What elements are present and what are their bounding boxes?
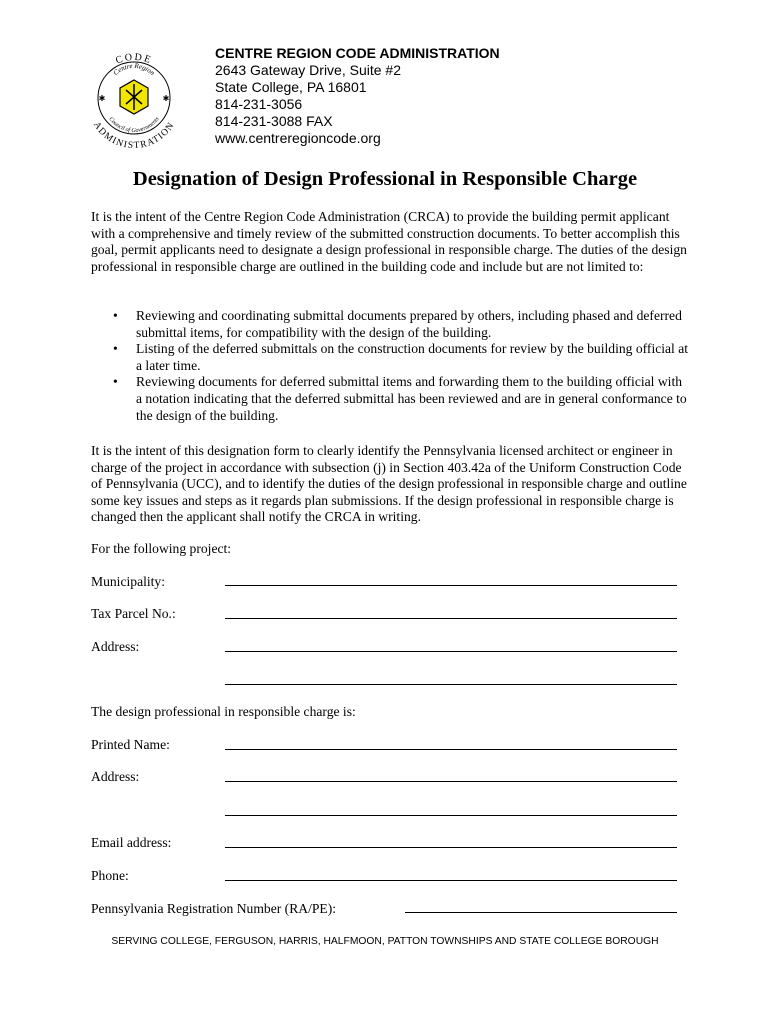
list-item-text: Listing of the deferred submittals on the construction documents for review by the building official at a later time. [136, 341, 689, 373]
phone-label: Phone: [91, 868, 129, 883]
phone-number: 814-231-3056 [215, 96, 303, 112]
list-item [91, 308, 691, 341]
professional-address-field-line-2[interactable] [225, 815, 677, 816]
professional-heading: The design professional in responsible charge is: [91, 704, 356, 719]
star-icon-right: ✱ [162, 94, 170, 103]
list-item-text: Reviewing documents for deferred submittal items and forwarding them to the building official with a notation indicating that the deferred submittal has been reviewed and are in general conformance to the design of the building. [136, 374, 687, 423]
logo-council-text: Council of Governments [107, 116, 161, 135]
header-contact-block [215, 45, 500, 147]
org-name: CENTRE REGION CODE ADMINISTRATION [215, 45, 500, 61]
professional-address-label: Address: [91, 769, 140, 784]
bullet-icon: • [113, 341, 118, 357]
bullet-icon: • [113, 374, 118, 390]
footer-service-area: SERVING COLLEGE, FERGUSON, HARRIS, HALFMOON, PATTON TOWNSHIPS AND STATE COLLEGE BOROUGH [111, 936, 659, 947]
bullet-icon: • [113, 308, 118, 323]
municipality-field[interactable] [225, 585, 677, 586]
logo-top-text: CODE [114, 51, 154, 67]
registration-label: Pennsylvania Registration Number (RA/PE): [91, 901, 337, 916]
tax-parcel-label: Tax Parcel No.: [91, 606, 176, 621]
fax-number: 814-231-3088 FAX [215, 113, 333, 129]
printed-name-field[interactable] [225, 749, 677, 750]
phone-field[interactable] [225, 880, 677, 881]
address-line-1: 2643 Gateway Drive, Suite #2 [215, 62, 401, 78]
list-item [91, 374, 691, 424]
professional-address-field-line-1[interactable] [225, 781, 677, 782]
logo-inner-text: Centre Region [111, 61, 157, 77]
registration-number-field[interactable] [405, 912, 677, 913]
email-field[interactable] [225, 847, 677, 848]
project-address-label: Address: [91, 639, 140, 654]
logo-bottom-text: ADMINISTRATION [91, 120, 177, 148]
duties-list [91, 308, 691, 424]
list-item-text: Reviewing and coordinating submittal documents prepared by others, including phased and deferred submittal items, for compatibility with the design of the building. [136, 308, 682, 340]
project-heading: For the following project: [91, 541, 232, 556]
crca-logo [82, 44, 186, 148]
intro-paragraph: It is the intent of the Centre Region Code Administration (CRCA) to provide the building permit applicant with a comprehensive and timely review of the submitted construction documents. To better accomplish this goal, permit applicants need to designate a design professional in responsible charge. The duties of the design professional in responsible charge are outlined in the building code and include but are not limited to: [91, 209, 687, 274]
list-item [91, 341, 691, 374]
tax-parcel-field[interactable] [225, 618, 677, 619]
printed-name-label: Printed Name: [91, 737, 170, 752]
address-line-2: State College, PA 16801 [215, 79, 367, 95]
email-label: Email address: [91, 835, 172, 850]
purpose-paragraph: It is the intent of this designation form to clearly identify the Pennsylvania licensed architect or engineer in charge of the project in accordance with subsection (j) in Section 403.42a of the Uniform Construction Code of Pennsylvania (UCC), and to identify the duties of the design professional in responsible charge and outline some key issues and steps as it regards plan submissions. If the design professional in responsible charge is changed then the applicant shall notify the CRCA in writing. [91, 443, 687, 525]
document-title: Designation of Design Professional in Responsible Charge [132, 168, 638, 190]
svg-text:Council of Governments [107, 116, 161, 134]
star-icon-left: ✱ [98, 94, 106, 103]
keystone-emblem-icon [120, 80, 148, 114]
municipality-label: Municipality: [91, 574, 166, 589]
project-address-field-line-1[interactable] [225, 651, 677, 652]
website: www.centreregioncode.org [215, 130, 381, 146]
project-address-field-line-2[interactable] [225, 684, 677, 685]
